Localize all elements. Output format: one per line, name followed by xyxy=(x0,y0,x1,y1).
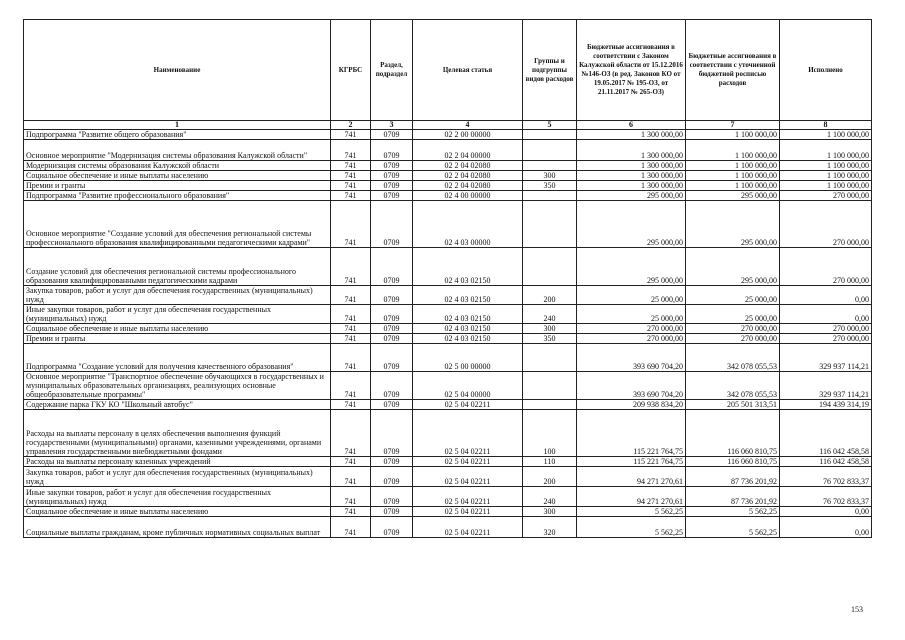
row-group xyxy=(523,130,577,140)
row-law-amount: 270 000,00 xyxy=(577,324,686,334)
row-law-amount: 393 690 704,20 xyxy=(577,344,686,372)
column-number: 5 xyxy=(523,121,577,130)
page-number: 153 xyxy=(851,605,863,614)
row-group xyxy=(523,344,577,372)
row-name: Основное мероприятие "Модернизация системы образования Калужской области" xyxy=(24,140,331,161)
row-section: 0709 xyxy=(371,191,413,201)
header-law: Бюджетные ассигнования в соответствии с Законом Калужской области от 15.12.2016 №146-ОЗ (в ред. Законов КО от 19.05.2017 № 195-ОЗ, от 21.11.2017 № 265-ОЗ) xyxy=(577,20,686,121)
row-section: 0709 xyxy=(371,286,413,305)
row-group: 240 xyxy=(523,487,577,507)
row-law-amount: 94 271 270,61 xyxy=(577,487,686,507)
row-target: 02 4 03 02150 xyxy=(413,334,523,344)
row-refined-amount: 295 000,00 xyxy=(686,201,780,248)
row-kgrbs: 741 xyxy=(331,191,371,201)
row-law-amount: 209 938 834,20 xyxy=(577,400,686,410)
row-target: 02 2 00 00000 xyxy=(413,130,523,140)
row-section: 0709 xyxy=(371,248,413,286)
row-done-amount: 1 100 000,00 xyxy=(780,171,872,181)
row-kgrbs: 741 xyxy=(331,457,371,467)
row-done-amount: 1 100 000,00 xyxy=(780,161,872,171)
row-name: Закупка товаров, работ и услуг для обеспечения государственных (муниципальных) нужд xyxy=(24,286,331,305)
row-done-amount: 0,00 xyxy=(780,517,872,538)
table-row xyxy=(24,201,872,248)
row-group xyxy=(523,201,577,248)
row-target: 02 4 03 02150 xyxy=(413,248,523,286)
row-law-amount: 25 000,00 xyxy=(577,305,686,324)
row-group xyxy=(523,140,577,161)
row-done-amount: 116 042 458,58 xyxy=(780,457,872,467)
row-target: 02 4 03 02150 xyxy=(413,305,523,324)
row-group: 200 xyxy=(523,467,577,487)
column-number: 8 xyxy=(780,121,872,130)
row-refined-amount: 1 100 000,00 xyxy=(686,130,780,140)
row-law-amount: 5 562,25 xyxy=(577,507,686,517)
row-group: 100 xyxy=(523,410,577,457)
row-refined-amount: 25 000,00 xyxy=(686,286,780,305)
row-law-amount: 5 562,25 xyxy=(577,517,686,538)
row-group xyxy=(523,372,577,400)
table-row xyxy=(24,286,872,305)
row-name: Подпрограмма "Развитие общего образования" xyxy=(24,130,331,140)
table-row xyxy=(24,324,872,334)
row-group: 350 xyxy=(523,181,577,191)
row-refined-amount: 116 060 810,75 xyxy=(686,410,780,457)
row-done-amount: 76 702 833,37 xyxy=(780,467,872,487)
row-section: 0709 xyxy=(371,507,413,517)
row-done-amount: 329 937 114,21 xyxy=(780,372,872,400)
row-refined-amount: 342 078 055,53 xyxy=(686,372,780,400)
table-row xyxy=(24,344,872,372)
row-done-amount: 270 000,00 xyxy=(780,324,872,334)
row-kgrbs: 741 xyxy=(331,286,371,305)
table-body xyxy=(24,130,872,538)
row-name: Подпрограмма "Создание условий для получения качественного образования" xyxy=(24,344,331,372)
row-refined-amount: 295 000,00 xyxy=(686,191,780,201)
row-kgrbs: 741 xyxy=(331,507,371,517)
row-refined-amount: 270 000,00 xyxy=(686,334,780,344)
row-name: Основное мероприятие "Создание условий для обеспечения региональной системы профессионального образования квалифицированными педагогическими кадрами" xyxy=(24,201,331,248)
row-section: 0709 xyxy=(371,467,413,487)
row-kgrbs: 741 xyxy=(331,324,371,334)
table-row xyxy=(24,171,872,181)
row-section: 0709 xyxy=(371,130,413,140)
row-section: 0709 xyxy=(371,171,413,181)
row-group: 240 xyxy=(523,305,577,324)
row-law-amount: 1 300 000,00 xyxy=(577,140,686,161)
row-kgrbs: 741 xyxy=(331,410,371,457)
row-name: Закупка товаров, работ и услуг для обеспечения государственных (муниципальных) нужд xyxy=(24,467,331,487)
row-refined-amount: 342 078 055,53 xyxy=(686,344,780,372)
table-row xyxy=(24,507,872,517)
row-kgrbs: 741 xyxy=(331,248,371,286)
row-section: 0709 xyxy=(371,517,413,538)
row-law-amount: 295 000,00 xyxy=(577,191,686,201)
table-row xyxy=(24,400,872,410)
row-target: 02 2 04 02080 xyxy=(413,171,523,181)
row-section: 0709 xyxy=(371,334,413,344)
row-law-amount: 25 000,00 xyxy=(577,286,686,305)
row-refined-amount: 295 000,00 xyxy=(686,248,780,286)
row-law-amount: 94 271 270,61 xyxy=(577,467,686,487)
row-done-amount: 194 439 314,19 xyxy=(780,400,872,410)
row-done-amount: 0,00 xyxy=(780,305,872,324)
row-done-amount: 1 100 000,00 xyxy=(780,130,872,140)
table-row xyxy=(24,457,872,467)
row-target: 02 2 04 02080 xyxy=(413,161,523,171)
row-group: 110 xyxy=(523,457,577,467)
row-name: Создание условий для обеспечения региональной системы профессионального образования квалифицированными педагогическими кадрами xyxy=(24,248,331,286)
table-row xyxy=(24,248,872,286)
table-row xyxy=(24,161,872,171)
row-refined-amount: 87 736 201,92 xyxy=(686,487,780,507)
column-number: 7 xyxy=(686,121,780,130)
row-section: 0709 xyxy=(371,410,413,457)
row-section: 0709 xyxy=(371,181,413,191)
row-target: 02 5 04 00000 xyxy=(413,372,523,400)
row-done-amount: 270 000,00 xyxy=(780,334,872,344)
column-number: 3 xyxy=(371,121,413,130)
row-target: 02 5 00 00000 xyxy=(413,344,523,372)
row-kgrbs: 741 xyxy=(331,487,371,507)
row-section: 0709 xyxy=(371,372,413,400)
row-kgrbs: 741 xyxy=(331,181,371,191)
row-done-amount: 1 100 000,00 xyxy=(780,140,872,161)
row-kgrbs: 741 xyxy=(331,400,371,410)
row-law-amount: 295 000,00 xyxy=(577,201,686,248)
row-done-amount: 270 000,00 xyxy=(780,201,872,248)
row-group: 300 xyxy=(523,507,577,517)
row-section: 0709 xyxy=(371,324,413,334)
row-done-amount: 0,00 xyxy=(780,286,872,305)
row-done-amount: 0,00 xyxy=(780,507,872,517)
budget-table xyxy=(23,19,872,538)
row-target: 02 5 04 02211 xyxy=(413,400,523,410)
row-law-amount: 115 221 764,75 xyxy=(577,410,686,457)
row-target: 02 4 03 02150 xyxy=(413,324,523,334)
row-name: Подпрограмма "Развитие профессионального образования" xyxy=(24,191,331,201)
table-row xyxy=(24,334,872,344)
row-kgrbs: 741 xyxy=(331,305,371,324)
row-section: 0709 xyxy=(371,140,413,161)
row-refined-amount: 1 100 000,00 xyxy=(686,161,780,171)
row-name: Расходы на выплаты персоналу казенных учреждений xyxy=(24,457,331,467)
row-target: 02 5 04 02211 xyxy=(413,517,523,538)
row-law-amount: 270 000,00 xyxy=(577,334,686,344)
row-refined-amount: 5 562,25 xyxy=(686,507,780,517)
header-section: Раздел, подраздел xyxy=(371,20,413,121)
row-name: Премии и гранты xyxy=(24,181,331,191)
row-kgrbs: 741 xyxy=(331,130,371,140)
table-row xyxy=(24,410,872,457)
row-section: 0709 xyxy=(371,400,413,410)
row-kgrbs: 741 xyxy=(331,334,371,344)
row-group xyxy=(523,248,577,286)
row-target: 02 5 04 02211 xyxy=(413,410,523,457)
table-row xyxy=(24,517,872,538)
row-kgrbs: 741 xyxy=(331,344,371,372)
table-row xyxy=(24,487,872,507)
row-section: 0709 xyxy=(371,161,413,171)
row-group: 300 xyxy=(523,171,577,181)
table-row xyxy=(24,191,872,201)
row-kgrbs: 741 xyxy=(331,140,371,161)
row-done-amount: 116 042 458,58 xyxy=(780,410,872,457)
row-law-amount: 393 690 704,20 xyxy=(577,372,686,400)
row-target: 02 5 04 02211 xyxy=(413,507,523,517)
table-row xyxy=(24,181,872,191)
row-kgrbs: 741 xyxy=(331,517,371,538)
row-done-amount: 1 100 000,00 xyxy=(780,181,872,191)
row-kgrbs: 741 xyxy=(331,171,371,181)
row-name: Основное мероприятие "Транспортное обеспечение обучающихся в государственных и муниципальных образовательных организациях, реализующих основные общеобразовательные программы" xyxy=(24,372,331,400)
header-target: Целевая статья xyxy=(413,20,523,121)
row-kgrbs: 741 xyxy=(331,201,371,248)
row-section: 0709 xyxy=(371,457,413,467)
row-done-amount: 76 702 833,37 xyxy=(780,487,872,507)
row-group: 350 xyxy=(523,334,577,344)
row-refined-amount: 1 100 000,00 xyxy=(686,181,780,191)
row-done-amount: 270 000,00 xyxy=(780,191,872,201)
row-refined-amount: 116 060 810,75 xyxy=(686,457,780,467)
row-refined-amount: 1 100 000,00 xyxy=(686,140,780,161)
row-target: 02 2 04 02080 xyxy=(413,181,523,191)
row-done-amount: 329 937 114,21 xyxy=(780,344,872,372)
row-target: 02 4 03 00000 xyxy=(413,201,523,248)
table-row xyxy=(24,305,872,324)
row-name: Социальное обеспечение и иные выплаты населению xyxy=(24,171,331,181)
row-law-amount: 115 221 764,75 xyxy=(577,457,686,467)
row-target: 02 5 04 02211 xyxy=(413,487,523,507)
column-number: 6 xyxy=(577,121,686,130)
row-section: 0709 xyxy=(371,487,413,507)
row-law-amount: 295 000,00 xyxy=(577,248,686,286)
header-refined: Бюджетные ассигнования в соответствии с уточненной бюджетной росписью расходов xyxy=(686,20,780,121)
row-name: Иные закупки товаров, работ и услуг для обеспечения государственных (муниципальных) нужд xyxy=(24,487,331,507)
column-number: 4 xyxy=(413,121,523,130)
row-target: 02 2 04 00000 xyxy=(413,140,523,161)
row-name: Содержание парка ГКУ КО "Школьный автобус" xyxy=(24,400,331,410)
column-number-row xyxy=(24,121,872,130)
row-target: 02 4 03 02150 xyxy=(413,286,523,305)
row-section: 0709 xyxy=(371,201,413,248)
table-header-row xyxy=(24,20,872,121)
header-done: Исполнено xyxy=(780,20,872,121)
row-kgrbs: 741 xyxy=(331,372,371,400)
header-kgrbs: КГРБС xyxy=(331,20,371,121)
row-name: Социальное обеспечение и иные выплаты населению xyxy=(24,324,331,334)
column-number: 1 xyxy=(24,121,331,130)
row-name: Модернизация системы образования Калужской области xyxy=(24,161,331,171)
row-group: 200 xyxy=(523,286,577,305)
row-target: 02 4 00 00000 xyxy=(413,191,523,201)
row-refined-amount: 25 000,00 xyxy=(686,305,780,324)
row-done-amount: 270 000,00 xyxy=(780,248,872,286)
row-name: Премии и гранты xyxy=(24,334,331,344)
row-law-amount: 1 300 000,00 xyxy=(577,171,686,181)
row-name: Иные закупки товаров, работ и услуг для обеспечения государственных (муниципальных) нужд xyxy=(24,305,331,324)
table-row xyxy=(24,467,872,487)
row-law-amount: 1 300 000,00 xyxy=(577,181,686,191)
row-law-amount: 1 300 000,00 xyxy=(577,161,686,171)
row-target: 02 5 04 02211 xyxy=(413,467,523,487)
table-row xyxy=(24,372,872,400)
table-row xyxy=(24,130,872,140)
table-row xyxy=(24,140,872,161)
row-refined-amount: 1 100 000,00 xyxy=(686,171,780,181)
row-refined-amount: 270 000,00 xyxy=(686,324,780,334)
row-name: Расходы на выплаты персоналу в целях обеспечения выполнения функций государственными (муниципальными) органами, казенными учреждениями, органами управления государственными внебюджетными фондами xyxy=(24,410,331,457)
row-section: 0709 xyxy=(371,305,413,324)
header-name: Наименование xyxy=(24,20,331,121)
row-name: Социальное обеспечение и иные выплаты населению xyxy=(24,507,331,517)
row-group xyxy=(523,161,577,171)
row-name: Социальные выплаты гражданам, кроме публичных нормативных социальных выплат xyxy=(24,517,331,538)
row-refined-amount: 5 562,25 xyxy=(686,517,780,538)
row-law-amount: 1 300 000,00 xyxy=(577,130,686,140)
row-group xyxy=(523,400,577,410)
row-refined-amount: 87 736 201,92 xyxy=(686,467,780,487)
row-group: 300 xyxy=(523,324,577,334)
row-group: 320 xyxy=(523,517,577,538)
row-refined-amount: 205 501 313,51 xyxy=(686,400,780,410)
column-number: 2 xyxy=(331,121,371,130)
row-section: 0709 xyxy=(371,344,413,372)
row-group xyxy=(523,191,577,201)
row-target: 02 5 04 02211 xyxy=(413,457,523,467)
header-groups: Группы и подгруппы видов расходов xyxy=(523,20,577,121)
row-kgrbs: 741 xyxy=(331,467,371,487)
row-kgrbs: 741 xyxy=(331,161,371,171)
